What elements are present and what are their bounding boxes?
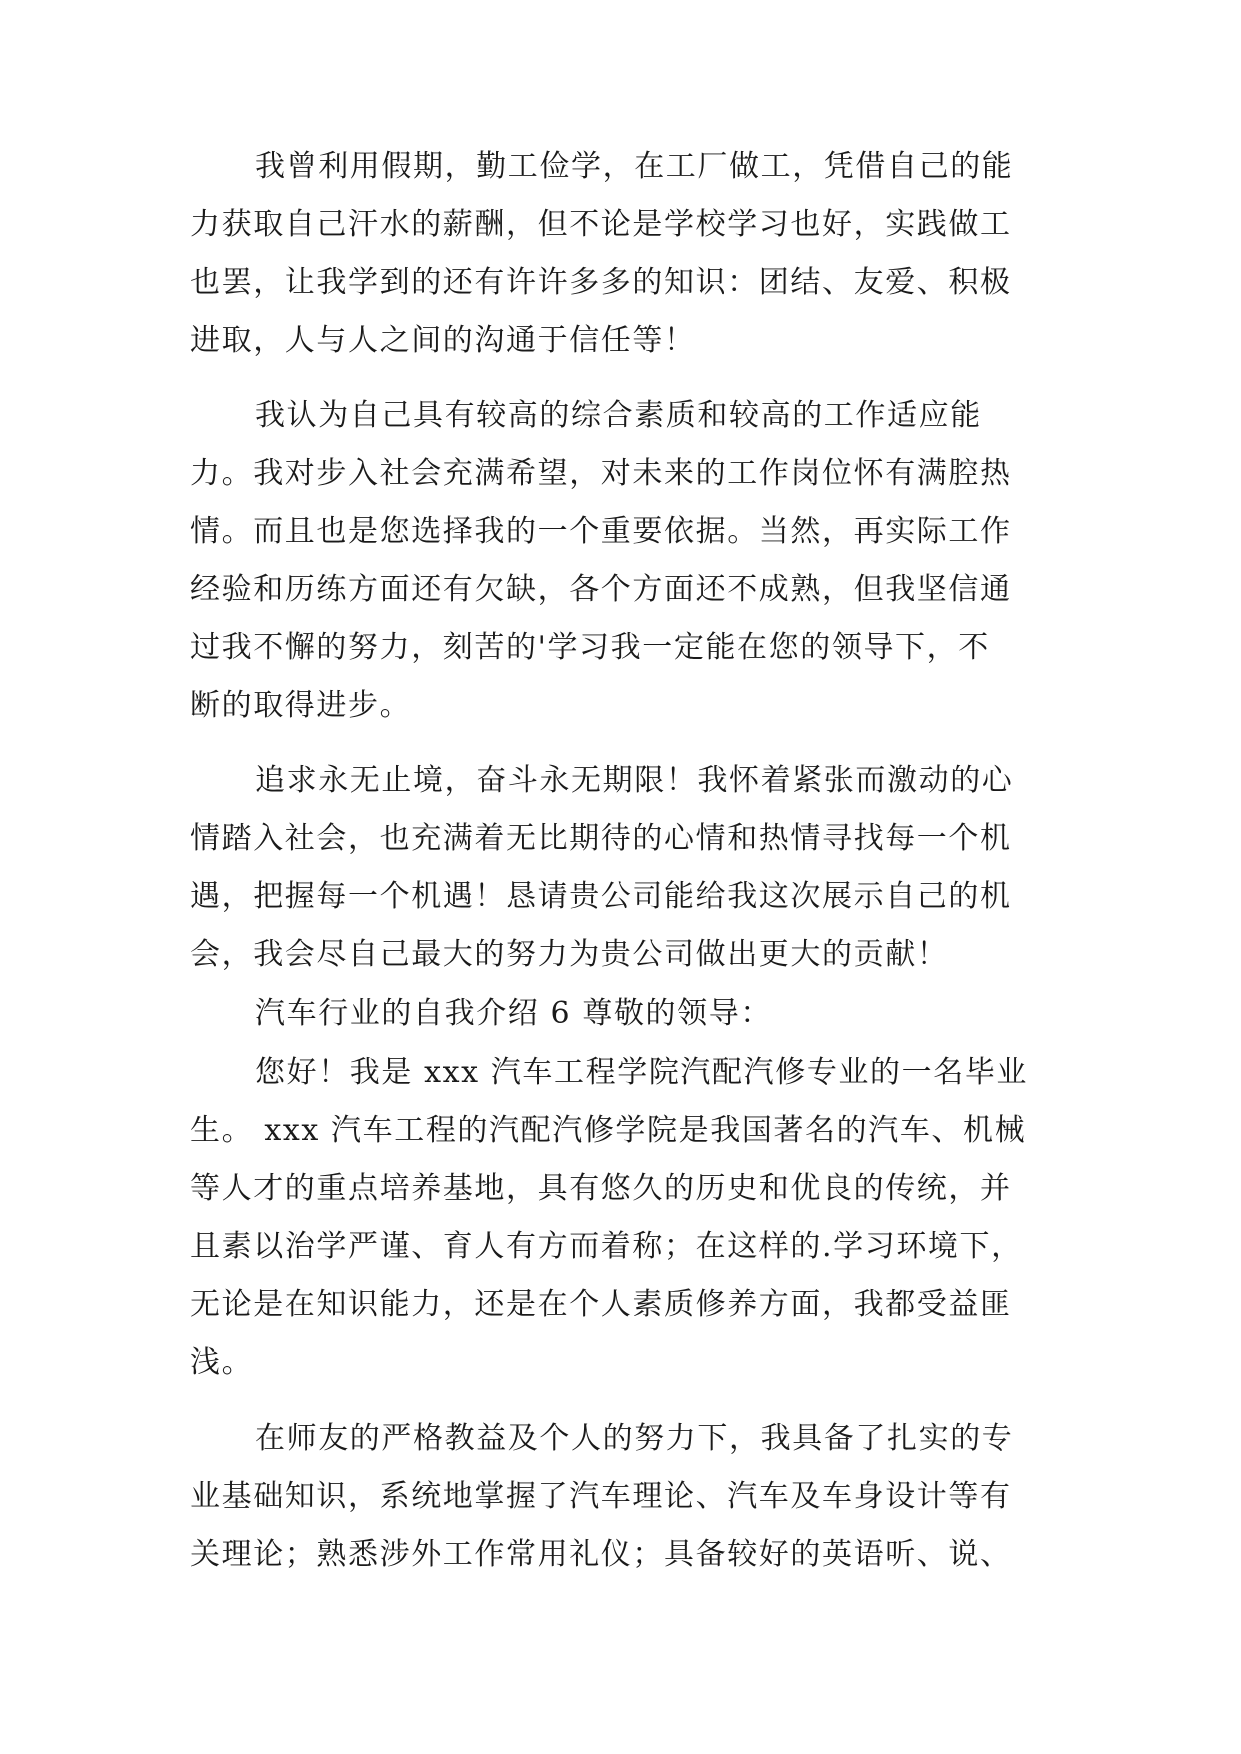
- paragraph-1-line-2: 力获取自己汗水的薪酬，但不论是学校学习也好，实践做工: [190, 207, 1012, 242]
- paragraph-2-line-5: 过我不懈的努力，刻苦的'学习我一定能在您的领导下，不: [190, 630, 990, 665]
- section-heading-line: 汽车行业的自我介绍 6 尊敬的领导：: [255, 996, 772, 1031]
- paragraph-2-line-6: 断的取得进步。: [190, 688, 412, 723]
- paragraph-1-line-1: 我曾利用假期，勤工俭学，在工厂做工，凭借自己的能: [255, 149, 1014, 184]
- paragraph-2-line-4: 经验和历练方面还有欠缺，各个方面还不成熟，但我坚信通: [190, 572, 1012, 607]
- paragraph-3-line-1: 追求永无止境，奋斗永无期限！我怀着紧张而激动的心: [255, 763, 1014, 798]
- paragraph-2-line-2: 力。我对步入社会充满希望，对未来的工作岗位怀有满腔热: [190, 456, 1012, 491]
- paragraph-4-line-1: 您好！我是 xxx 汽车工程学院汽配汽修专业的一名毕业: [255, 1055, 1029, 1090]
- paragraph-4-line-3: 等人才的重点培养基地，具有悠久的历史和优良的传统，并: [190, 1171, 1012, 1206]
- paragraph-1-line-4: 进取，人与人之间的沟通于信任等！: [190, 323, 696, 358]
- paragraph-5-line-1: 在师友的严格教益及个人的努力下，我具备了扎实的专: [255, 1421, 1014, 1456]
- paragraph-4-line-2: 生。 xxx 汽车工程的汽配汽修学院是我国著名的汽车、机械: [190, 1113, 1027, 1148]
- paragraph-2-line-3: 情。而且也是您选择我的一个重要依据。当然，再实际工作: [190, 514, 1012, 549]
- paragraph-1-line-3: 也罢，让我学到的还有许许多多的知识：团结、友爱、积极: [190, 265, 1012, 300]
- paragraph-3-line-2: 情踏入社会，也充满着无比期待的心情和热情寻找每一个机: [190, 821, 1012, 856]
- paragraph-3-line-4: 会，我会尽自己最大的努力为贵公司做出更大的贡献！: [190, 937, 949, 972]
- paragraph-4-line-5: 无论是在知识能力，还是在个人素质修养方面，我都受益匪: [190, 1287, 1012, 1322]
- paragraph-5-line-2: 业基础知识，系统地掌握了汽车理论、汽车及车身设计等有: [190, 1479, 1012, 1514]
- paragraph-4-line-6: 浅。: [190, 1345, 254, 1380]
- paragraph-2-line-1: 我认为自己具有较高的综合素质和较高的工作适应能: [255, 398, 982, 433]
- paragraph-3-line-3: 遇，把握每一个机遇！恳请贵公司能给我这次展示自己的机: [190, 879, 1012, 914]
- paragraph-4-line-4: 且素以治学严谨、育人有方而着称；在这样的.学习环境下，: [190, 1229, 1023, 1264]
- paragraph-5-line-3: 关理论；熟悉涉外工作常用礼仪；具备较好的英语听、说、: [190, 1537, 1012, 1572]
